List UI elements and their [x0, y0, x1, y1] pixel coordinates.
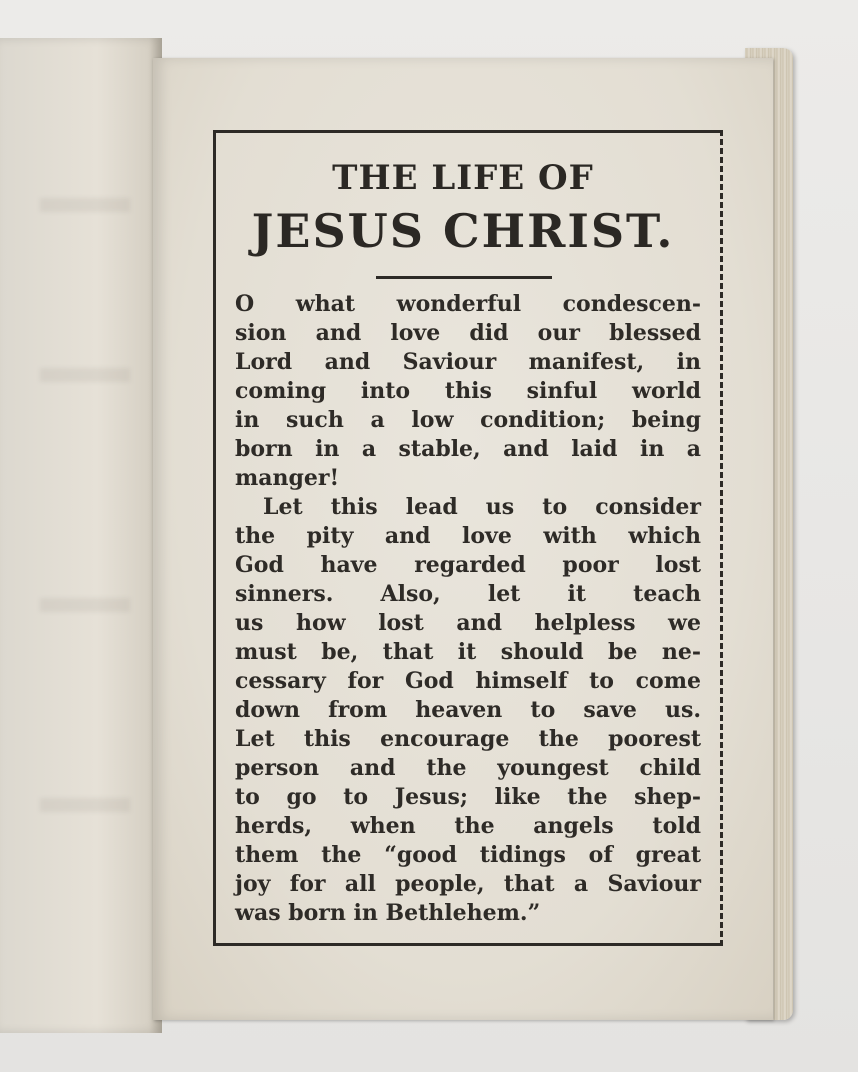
left-page-bleed-mark: [40, 798, 130, 812]
text-line: in such a low condition; being: [235, 407, 701, 433]
text-line: born in a stable, and laid in a: [235, 436, 701, 462]
text-line: down from heaven to save us.: [235, 697, 701, 723]
text-line: sion and love did our blessed: [235, 320, 701, 346]
text-line: joy for all people, that a Saviour: [235, 871, 701, 897]
text-line: us how lost and helpless we: [235, 610, 701, 636]
left-page: [0, 38, 162, 1033]
text-line: sinners. Also, let it teach: [235, 581, 701, 607]
text-line: God have regarded poor lost: [235, 552, 701, 578]
left-page-bleed-mark: [40, 198, 130, 212]
left-page-bleed-mark: [40, 368, 130, 382]
text-line: them the “good tidings of great: [235, 842, 701, 868]
left-page-bleed-mark: [40, 598, 130, 612]
text-line: to go to Jesus; like the shep-: [235, 784, 701, 810]
text-line: herds, when the angels told: [235, 813, 701, 839]
text-line: coming into this sinful world: [235, 378, 701, 404]
text-line: must be, that it should be ne-: [235, 639, 701, 665]
text-line: was born in Bethlehem.”: [235, 900, 541, 926]
body-text: [235, 290, 701, 928]
title-rule: [376, 276, 552, 279]
right-page: [153, 58, 773, 1020]
title-small: THE LIFE OF: [332, 158, 594, 198]
text-line: person and the youngest child: [235, 755, 701, 781]
text-line: manger!: [235, 465, 340, 491]
text-line: O what wonderful condescen-: [235, 291, 701, 317]
text-line: the pity and love with which: [235, 523, 701, 549]
title-large: JESUS CHRIST.: [251, 204, 675, 258]
text-line: Lord and Saviour manifest, in: [235, 349, 701, 375]
text-line: cessary for God himself to come: [235, 668, 701, 694]
text-line: Let this encourage the poorest: [235, 726, 701, 752]
text-line: Let this lead us to consider: [263, 494, 701, 520]
